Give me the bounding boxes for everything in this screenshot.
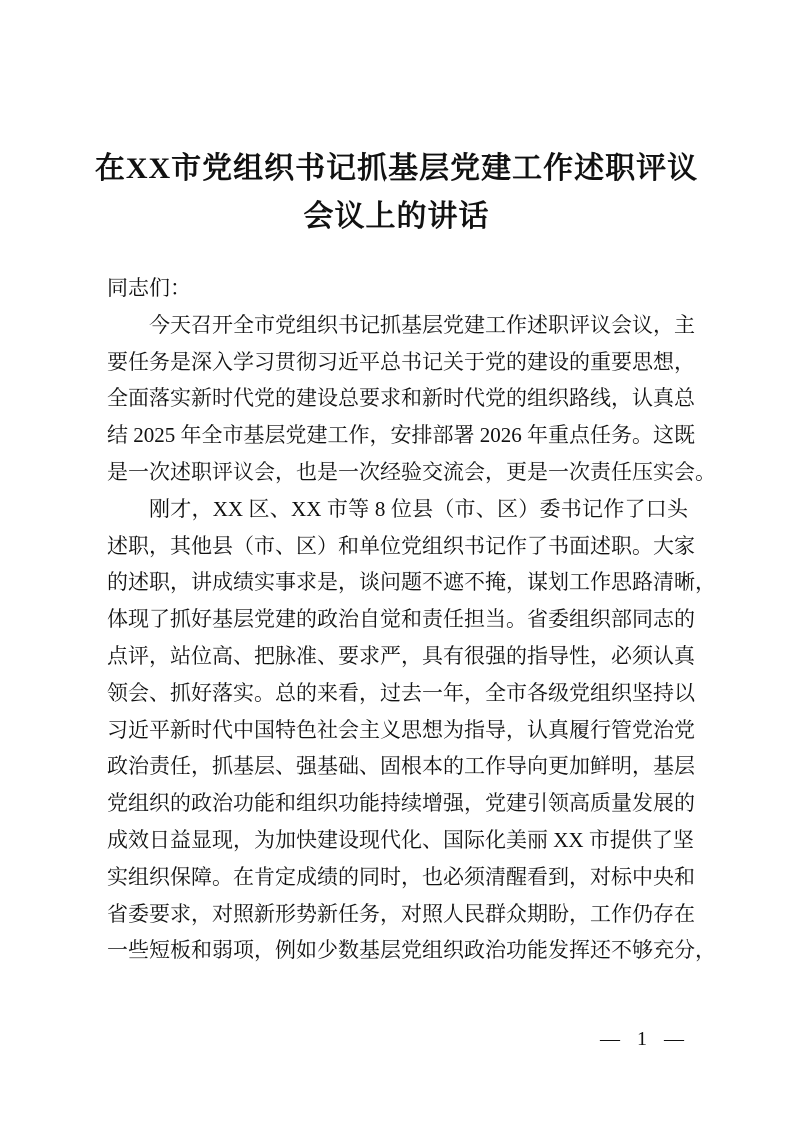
page-number: — 1 —	[600, 1028, 690, 1050]
paragraph-line: 今天召开全市党组织书记抓基层党建工作述职评议会议，主	[149, 312, 695, 337]
paragraph-line: 领会、抓好落实。总的来看，过去一年，全市各级党组织坚持以	[107, 680, 695, 705]
paragraph-line: 点评，站位高、把脉准、要求严，具有很强的指导性，必须认真	[107, 644, 695, 668]
paragraph-line: 成效日益显现，为加快建设现代化、国际化美丽 XX 市提供了坚	[107, 828, 694, 852]
salutation: 同志们：	[107, 276, 191, 300]
paragraph-line: 党组织的政治功能和组织功能持续增强，党建引领高质量发展的	[107, 791, 695, 816]
paragraph-line: 述职，其他县（市、区）和单位党组织书记作了书面述职。大家	[107, 533, 695, 558]
paragraph-line: 政治责任，抓基层、强基础、固根本的工作导向更加鲜明，基层	[107, 754, 695, 779]
paragraph-line: 一些短板和弱项，例如少数基层党组织政治功能发挥还不够充分，	[107, 938, 716, 963]
paragraph-line: 全面落实新时代党的建设总要求和新时代党的组织路线，认真总	[107, 386, 695, 411]
paragraph-line: 省委要求，对照新形势新任务，对照人民群众期盼，工作仍存在	[107, 901, 695, 926]
paragraph-line: 的述职，讲成绩实事求是，谈问题不遮不掩，谋划工作思路清晰，	[107, 570, 716, 595]
paragraph-line: 结 2025 年全市基层党建工作，安排部署 2026 年重点任务。这既	[107, 423, 695, 448]
paragraph-line: 要任务是深入学习贯彻习近平总书记关于党的建设的重要思想，	[107, 349, 695, 374]
document-title-line-2: 会议上的讲话	[303, 200, 490, 233]
paragraph-line: 实组织保障。在肯定成绩的同时，也必须清醒看到，对标中央和	[107, 864, 695, 889]
paragraph-line: 刚才，XX 区、XX 市等 8 位县（市、区）委书记作了口头	[149, 496, 688, 521]
paragraph-line: 习近平新时代中国特色社会主义思想为指导，认真履行管党治党	[107, 717, 695, 742]
paragraph-line: 体现了抓好基层党建的政治自觉和责任担当。省委组织部同志的	[107, 607, 695, 632]
paragraph-line: 是一次述职评议会，也是一次经验交流会，更是一次责任压实会。	[107, 460, 716, 484]
document-title-line-1: 在XX市党组织书记抓基层党建工作述职评议	[94, 152, 699, 185]
